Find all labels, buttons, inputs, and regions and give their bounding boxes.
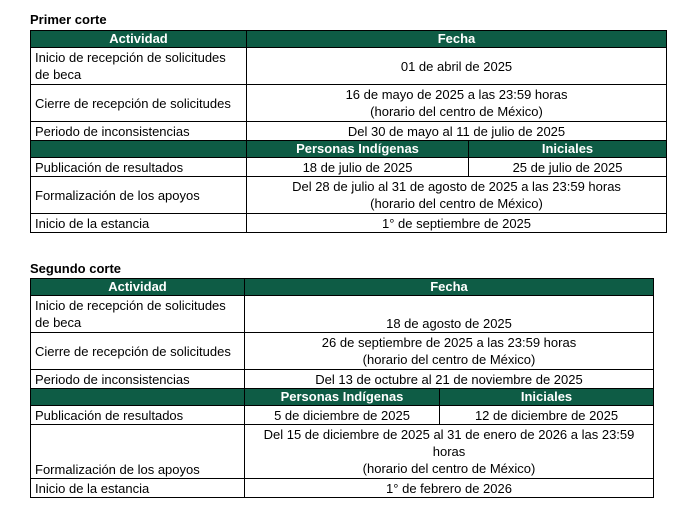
row-label-cierre-recepcion: Cierre de recepción de solicitudes [31, 333, 245, 370]
row-label-publicacion: Publicación de resultados [31, 406, 245, 425]
table-row [31, 85, 667, 122]
header-actividad: Actividad [31, 31, 247, 48]
row-value-line: 26 de septiembre de 2025 a las 23:59 horas [321, 335, 577, 350]
table-row [31, 370, 654, 389]
table-row [31, 177, 667, 214]
row-value-estancia: 1° de febrero de 2026 [245, 479, 654, 498]
table-row [31, 48, 667, 85]
table-subheader-row [31, 389, 654, 406]
subheader-empty [31, 389, 245, 406]
row-label-inicio-recepcion: Inicio de recepción de solicitudes de beca [31, 48, 247, 85]
table-row [31, 479, 654, 498]
table-row [31, 214, 667, 233]
row-value-publicacion-iniciales: 25 de julio de 2025 [469, 158, 667, 177]
subheader-indigenas: Personas Indígenas [247, 141, 469, 158]
row-value-publicacion-indigenas: 18 de julio de 2025 [247, 158, 469, 177]
table-header-row [31, 279, 654, 296]
subheader-empty [31, 141, 247, 158]
table-row [31, 406, 654, 425]
row-label-inicio-recepcion: Inicio de recepción de solicitudes de beca [31, 296, 245, 333]
row-value-line: (horario del centro de México) [370, 196, 543, 211]
row-value-line: Del 15 de diciembre de 2025 al 31 de enero de 2026 a las 23:59 horas [263, 427, 635, 459]
table-row [31, 333, 654, 370]
row-value-inconsistencias: Del 30 de mayo al 11 de julio de 2025 [247, 122, 667, 141]
table-subheader-row [31, 141, 667, 158]
subheader-indigenas: Personas Indígenas [245, 389, 440, 406]
table-row [31, 425, 654, 479]
row-value-inicio-recepcion: 01 de abril de 2025 [247, 48, 667, 85]
row-value-line: 16 de mayo de 2025 a las 23:59 horas [345, 87, 568, 102]
row-label-cierre-recepcion: Cierre de recepción de solicitudes [31, 85, 247, 122]
row-label-formalizacion: Formalización de los apoyos [31, 425, 245, 479]
row-value-formalizacion [245, 425, 654, 479]
row-value-line: Del 28 de julio al 31 de agosto de 2025 a las 23:59 horas [292, 179, 621, 194]
table-row [31, 296, 654, 333]
row-value-estancia: 1° de septiembre de 2025 [247, 214, 667, 233]
header-fecha: Fecha [247, 31, 667, 48]
row-value-line: (horario del centro de México) [362, 352, 536, 367]
row-label-publicacion: Publicación de resultados [31, 158, 247, 177]
row-value-formalizacion [247, 177, 667, 214]
row-value-line: (horario del centro de México) [362, 461, 536, 476]
table-segundo-corte [30, 278, 654, 498]
header-fecha: Fecha [245, 279, 654, 296]
row-label-inconsistencias: Periodo de inconsistencias [31, 370, 245, 389]
row-value-cierre-recepcion [247, 85, 667, 122]
row-value-cierre-recepcion [245, 333, 654, 370]
table-header-row [31, 31, 667, 48]
table-row [31, 122, 667, 141]
row-value-publicacion-iniciales: 12 de diciembre de 2025 [440, 406, 654, 425]
table-primer-corte [30, 30, 667, 233]
section-title-segundo-corte: Segundo corte [30, 261, 122, 276]
subheader-iniciales: Iniciales [440, 389, 654, 406]
row-label-estancia: Inicio de la estancia [31, 479, 245, 498]
row-label-inconsistencias: Periodo de inconsistencias [31, 122, 247, 141]
row-value-publicacion-indigenas: 5 de diciembre de 2025 [245, 406, 440, 425]
row-label-formalizacion: Formalización de los apoyos [31, 177, 247, 214]
row-label-estancia: Inicio de la estancia [31, 214, 247, 233]
row-value-inconsistencias: Del 13 de octubre al 21 de noviembre de 2025 [245, 370, 654, 389]
table-row [31, 158, 667, 177]
section-title-primer-corte: Primer corte [30, 12, 107, 27]
row-value-inicio-recepcion: 18 de agosto de 2025 [245, 296, 654, 333]
subheader-iniciales: Iniciales [469, 141, 667, 158]
row-value-line: (horario del centro de México) [370, 104, 543, 119]
header-actividad: Actividad [31, 279, 245, 296]
